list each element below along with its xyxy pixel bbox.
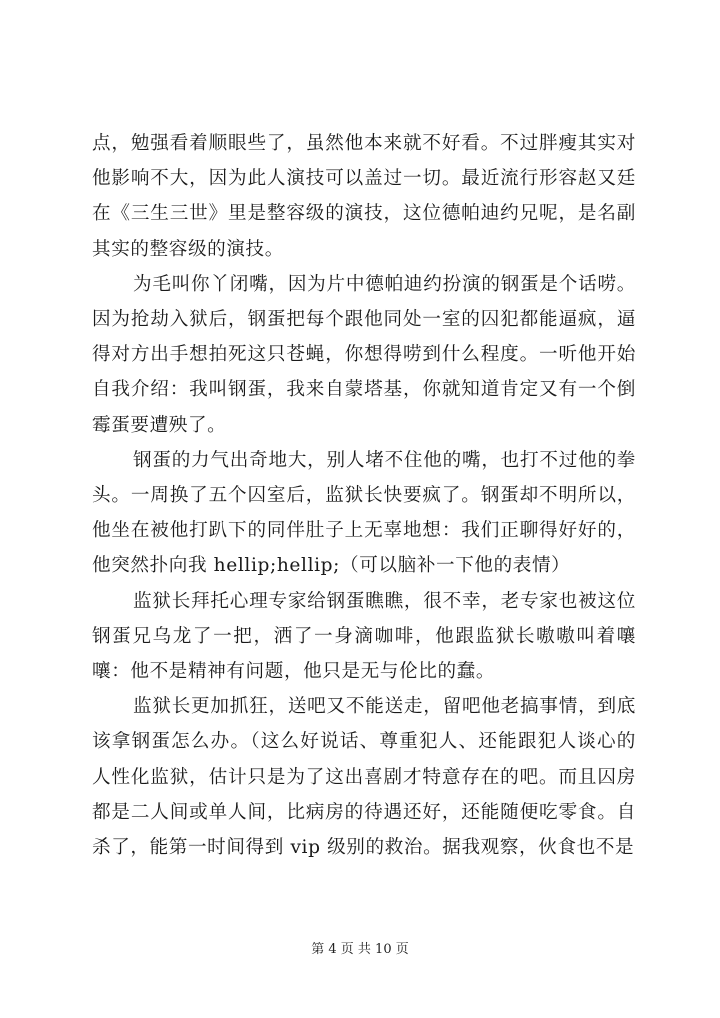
paragraph-3: 钢蛋的力气出奇地大，别人堵不住他的嘴，也打不过他的拳头。一周换了五个囚室后，监狱长快要疯了。钢蛋却不明所以，他坐在被他打趴下的同伴肚子上无辜地想：我们正聊得好好的，他突然扑向我 hellip;hellip;（可以脑补一下他的表情） xyxy=(92,449,636,577)
paragraph-4: 监狱长拜托心理专家给钢蛋瞧瞧，很不幸，老专家也被这位钢蛋兄乌龙了一把，洒了一身滴咖啡，他跟监狱长嗷嗷叫着嚷嚷：他不是精神有问题，他只是无与伦比的蠢。 xyxy=(92,590,636,683)
document-body xyxy=(92,126,636,865)
page-number-footer: 第 4 页 共 10 页 xyxy=(311,942,409,957)
paragraph-1: 点，勉强看着顺眼些了，虽然他本来就不好看。不过胖瘦其实对他影响不大，因为此人演技可以盖过一切。最近流行形容赵又廷在《三生三世》里是整容级的演技，这位德帕迪约兄呢，是名副其实的整容级的演技。 xyxy=(92,133,636,260)
paragraph-5: 监狱长更加抓狂，送吧又不能送走，留吧他老搞事情，到底该拿钢蛋怎么办。（这么好说话、尊重犯人、还能跟犯人谈心的人性化监狱，估计只是为了这出喜剧才特意存在的吧。而且囚房都是二人间或单人间，比病房的待遇还好，还能随便吃零食。自杀了，能第一时间得到 vip 级别的救治。据我观察，伙食也不是 xyxy=(92,696,636,859)
paragraph-2: 为毛叫你丫闭嘴，因为片中德帕迪约扮演的钢蛋是个话唠。因为抢劫入狱后，钢蛋把每个跟他同处一室的囚犯都能逼疯，逼得对方出手想拍死这只苍蝇，你想得唠到什么程度。一听他开始自我介绍：我叫钢蛋，我来自蒙塔基，你就知道肯定又有一个倒霉蛋要遭殃了。 xyxy=(92,273,636,436)
